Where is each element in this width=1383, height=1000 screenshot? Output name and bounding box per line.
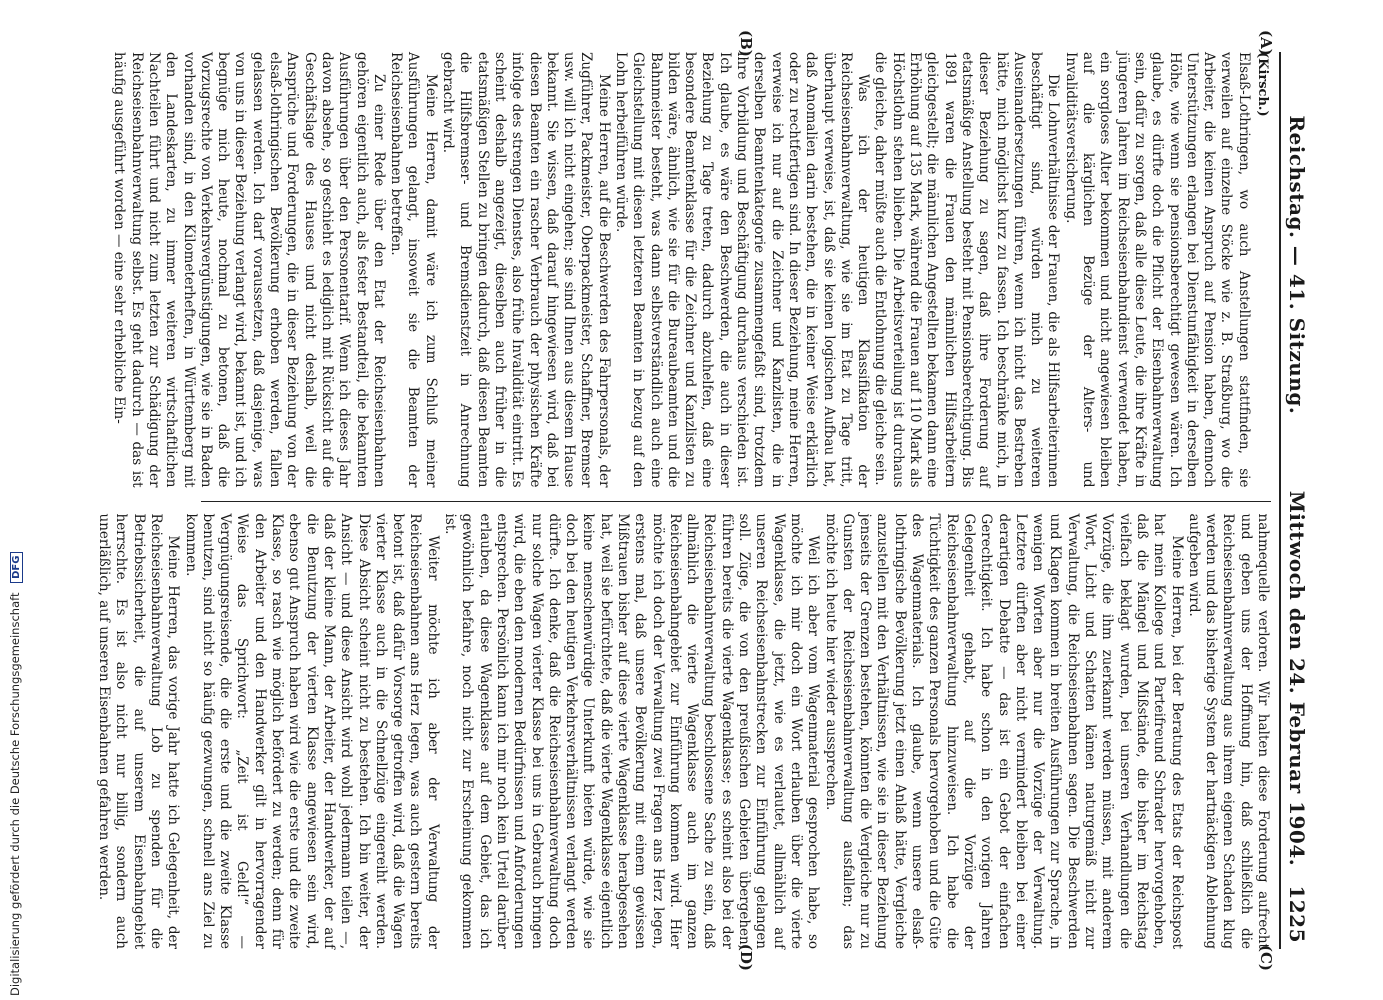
paragraph: Meine Herren, damit wäre ich zum Schluß meiner Ausführungen gelangt, insoweit sie die Beamten der Reichseisenbahnen betreffen. — [388, 52, 439, 488]
right-column — [96, 513, 1271, 950]
paragraph: Meine Herren, das vorige Jahr hatte ich Gelegenheit, der Reichseisenbahnverwaltung Lob zu spenden für die Betriebssicherheit, die auf unserem Eisenbahngebiet herrschte. Es ist also nicht nur billig, sondern auch unerläßlich, auf unseren Eisenbahnen gefahren werden. — [96, 513, 182, 949]
paragraph: Meine Herren, auf die Beschwerden des Fahrpersonals, der Zugführer, Packmeister, Oberpackmeister, Schaffner, Bremser usw. will ich nicht eingehen; sie sind Ihnen aus diesem Hause bekannt. Sie wissen, daß darauf hingewiesen wird, daß bei diesen Beamten ein rascher Verbrauch der physischen Kräfte infolge des strengen Dienstes, also frühe Invalidität eintritt. Es scheint deshalb angezeigt, dieselben auch früher in die etatsmäßigen Stellen zu bringen dadurch, daß diesen Beamten die Hilfsbremser- und Bremsdienstzeit in Anrechnung gebracht wird. — [440, 52, 612, 488]
digitization-credit: Digitalisierung gefördert durch die Deutsche Forschungsgemeinschaft — [8, 592, 22, 996]
paragraph: Was ich der heutigen Klassifikation der Reichseisenbahnverwaltung, wie sie im Etat zu Tage tritt, überhaupt verweise, ist, daß sie keinen logischen Aufbau hat, daß Anomalien darin bestehen, die in keiner Weise erklärlich oder zu rechtfertigen sind. In dieser Beziehung, meine Herren, verweise ich nur auf die Zeichner und Kanzlisten, die in derselben Beamtenkategorie zusammengefaßt sind, trotzdem ihre Vorbildung und Beschäftigung durchaus verschieden ist. Ich glaube, es wäre den Beschwerden, die auch in dieser Beziehung zu Tage treten, dadurch abzuhelfen, daß eine besondere Beamtenklasse für die Zeichner und Kanzlisten zu bilden wäre, ähnlich, wie sie für die Bureaubeamten und die Bahnmeister besteht, was dann selbstverständlich auch eine Gleichstellung mit diesen letzteren Beamten in bezug auf den Lohn herbeiführen würde. — [613, 52, 872, 488]
header-rule — [1279, 52, 1281, 949]
header-session-title: Reichstag. — 41. Sitzung. — [1285, 115, 1309, 415]
digitization-note — [8, 552, 23, 996]
paragraph: Meine Herren, bei der Beratung des Etats der Reichspost hat mein Kollege und Parteifreund Schrader hervorgehoben, daß die Mängel und Mißstände, die bisher im Reichstag vielfach beklagt wurden, bei unseren Verhandlungen die Vorzüge, die ihm zuerkannt werden müssen, mit anderem Wort, Licht und Schatten kämen naturgemäß nicht zur Verwaltung, die Reichseisenbahnen sagen. Die Beschwerden und Klagen kommen in breiten Ausführungen zur Sprache, in wenigen Worten aber nur die Vorzüge der Verwaltung. Letztere dürften aber nicht vermindert bleiben bei einer derartigen Debatte — das ist ein Gebot der einfachen Gerechtigkeit. Ich habe schon in den vorigen Jahren Gelegenheit gehabt, auf die Vorzüge der Reichseisenbahnverwaltung hinzuweisen. Ich habe die Tüchtigkeit des ganzen Personals hervorgehoben und die Güte des Wagenmaterials. Ich glaube, wenn unsere elsaß-lothringische Bevölkerung jetzt einen Anlaß hätte, Vergleiche anzustellen mit den Verhältnissen, wie sie in dieser Beziehung jenseits der Grenzen bestehen, könnten die Vergleiche nur zu Gunsten der Reichseisenbahnverwaltung ausfallen; das möchte ich heute hier wieder aussprechen. — [822, 513, 1185, 949]
header-date: Mittwoch den 24. Februar 1904. — [1285, 490, 1309, 867]
paragraph: Die Lohnverhältnisse der Frauen, die als Hilfsarbeiterinnen beschäftigt sind, würden mich zu weiteren Auseinandersetzungen führen, wenn ich nicht das Bestreben hätte, mich möglichst kurz zu fassen. Ich beschränke mich, in dieser Beziehung zu sagen, daß ihre Forderung auf etatsmäßige Anstellung besteht mit Pensionsberechtigung. Bis 1891 waren die Frauen den männlichen Hilfsarbeitern gleichgestellt; die männlichen Angestellten bekamen dann eine Erhöhung auf 135 Mark, während die Frauen auf 110 Mark als Höchstlohn stehen blieben. Die Arbeitsverteilung ist durchaus die gleiche, daher müßte auch die Entlohnung die gleiche sein. — [872, 52, 1062, 488]
paragraph: Elsaß-Lothringen, wo auch Anstellungen stattfinden, sie verweilen auf einzelne Stöcke wie z. B. Straßburg, wo die Arbeiter, die keinen Anspruch auf Pension haben, dennoch Unterstützungen erlangen bei Dienstunfähigkeit in derselben Höhe, wie wenn sie pensionsberechtigt gewesen wären. Ich glaube, es dürfte doch die Pflicht der Eisenbahnverwaltung sein, dafür zu sorgen, daß alle diese Leute, die ihre Kräfte in jüngeren Jahren im Reichseisenbahndienst verwendet haben, ein sorgloses Alter bekommen und nicht angewiesen bleiben auf die kärglichen Bezüge der Alters- und Invaliditätsversicherung. — [1062, 52, 1252, 488]
margin-letter-c: (C) — [1257, 944, 1275, 971]
rotated-document-page — [75, 28, 1315, 973]
paragraph: Weil ich aber vom Wagenmaterial gesprochen habe, so möchte ich mir doch ein Wort erlauben über die vierte Wagenklasse, die jetzt, wie es verlautet, allmählich auf unseren Reichseisenbahnstrecken zur Einführung gelangen soll. Züge, die von den preußischen Gebieten übergehen, führen bereits die vierte Wagenklasse; es scheint also bei der Reichseisenbahnverwaltung beschlossene Sache zu sein, daß allmählich die vierte Wagenklasse auch im ganzen Reichseisenbahngebiet zur Einführung kommen wird. Hier möchte ich doch der Verwaltung zwei Fragen ans Herz legen, erstens mal, daß unsere Bevölkerung mit einem gewissen Mißtrauen bisher auf diese vierte Wagenklasse herabgesehen hat, weil sie befürchtete, daß die vierte Wagenklasse eigentlich keine menschenwürdige Unterkunft bieten würde, wie sie doch bei den heutigen Verkehrsverhältnissen verlangt werden dürfte. Ich denke, daß die Reichseisenbahnverwaltung doch nur solche Wagen vierter Klasse bei uns in Gebrauch bringen wird, die eben den modernen Bedürfnissen und Anforderungen entsprechen. Persönlich kann ich mir noch kein Urteil darüber erlauben, da diese Wagenklasse auf dem Gebiet, das ich gewöhnlich befahre, noch nicht zur Erscheinung gekommen ist. — [442, 513, 822, 949]
text-columns — [96, 52, 1271, 949]
page-number: 1225 — [1285, 885, 1309, 944]
column-divider — [201, 501, 1271, 502]
speaker-label: (Kirsch.) — [1255, 52, 1270, 117]
dfg-logo: DFG — [10, 552, 23, 583]
page-header — [1281, 52, 1309, 949]
left-column — [111, 52, 1271, 488]
margin-letter-b: (B) — [737, 30, 755, 57]
paragraph: Weiter möchte ich aber der Verwaltung der Reichseisenbahnen ans Herz legen, was auch gestern bereits betont ist, daß dafür Vorsorge getroffen wird, daß die Wagen vierter Klasse auch in die Schnellzüge eingereiht werden. Diese Absicht scheint nicht zu bestehen. Ich bin weiter, der Ansicht — und diese Ansicht wird wohl jedermann teilen —, daß der kleine Mann, der Arbeiter, der Handwerker, der auf die Benutzung der vierten Klasse angewiesen sein wird, ebenso gut Anspruch haben wird wie die erste und die zweite Klasse, so rasch wie möglich befördert zu werden; denn für den Arbeiter und den Handwerker gilt in hervorragender Weise das Sprichwort: „Zeit ist Geld!“ — Vergnügungsreisende, die die erste und die zweite Klasse benutzen, sind nicht so häufig gezwungen, schnell ans Ziel zu kommen. — [182, 513, 441, 949]
paragraph: Zu einer Rede über den Etat der Reichseisenbahnen gehören eigentlich auch, als fester Bestandteil, die bekannten Ausführungen über den Personentarif. Wenn ich dieses Jahr davon absehe, so geschieht es lediglich mit Rücksicht auf die Geschäftslage des Hauses und nicht deshalb, weil die Ansprüche und Forderungen, die in dieser Beziehung von der elsaß-lothringischen Bevölkerung erhoben werden, fallen gelassen werden. Ich darf voraussetzen, daß dasjenige, was von uns in dieser Beziehung verlangt wird, bekannt ist, und ich begnüge mich heute, nochmal zu betonen, daß die Vorzugsrechte von Verkehrsvergünstigungen, wie sie in Baden vorhanden sind, in den Kilometerheften, in Württemberg mit den Landeskarten, zu immer weiteren wirtschaftlichen Nachteilen führt und nicht zum letzten zur Schädigung der Reichseisenbahnverwaltung selbst. Es geht dadurch — das ist häufig ausgeführt worden — eine sehr erhebliche Ein- — [111, 52, 387, 488]
paragraph: nahmequelle verloren. Wir halten diese Forderung aufrecht und geben uns der Hoffnung hin, daß schließlich die Reichseisenbahnverwaltung aus ihrem eigenen Schaden klug werden und das bisherige System der hartnäckigen Ablehnung aufgeben wird. — [1185, 513, 1271, 949]
margin-letter-a: (A) — [1257, 30, 1275, 56]
margin-letter-d: (D) — [737, 943, 755, 971]
